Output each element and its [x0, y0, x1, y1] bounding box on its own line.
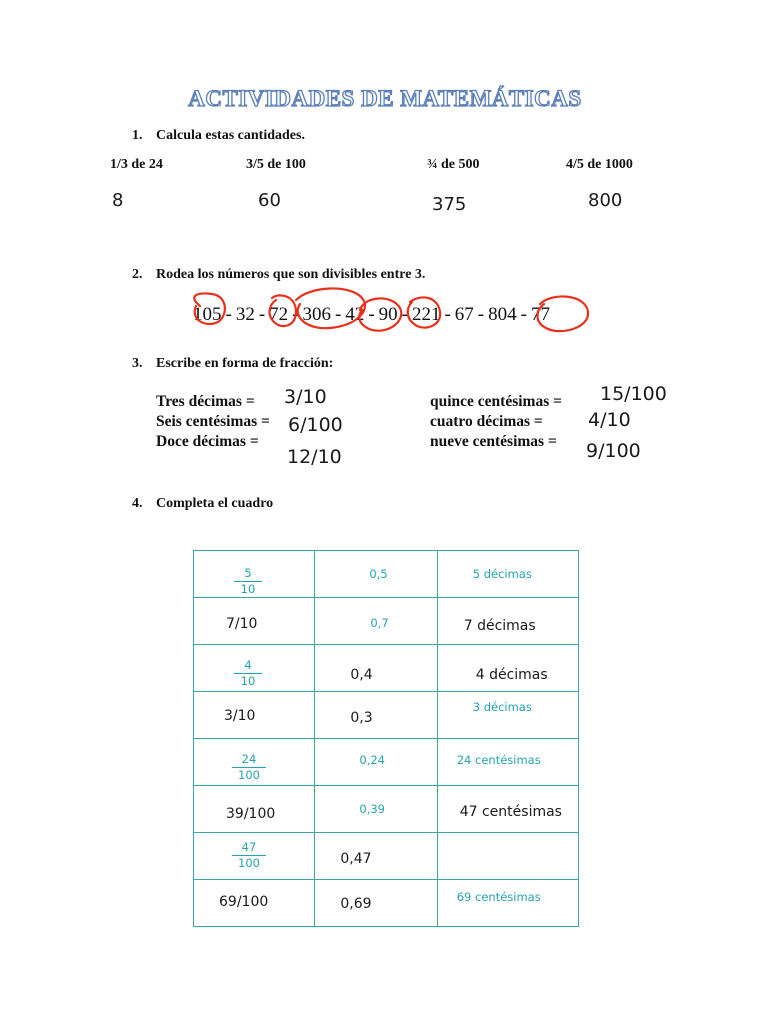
decimal-value: 0,24	[359, 753, 385, 767]
decimal-value: 0,39	[359, 802, 385, 816]
q1-label-1: 1/3 de 24	[110, 157, 163, 172]
decimal-cell	[315, 692, 437, 739]
words-cell	[437, 692, 578, 739]
words-cell	[437, 786, 578, 833]
fraction-cell	[194, 833, 315, 880]
fraction-cell	[194, 739, 315, 786]
decimal-value: 0,69	[340, 896, 372, 912]
q2-text: Rodea los números que son divisibles entre 3.	[156, 267, 426, 282]
words-value: 47 centésimas	[459, 804, 562, 820]
q1-label-3: ¾ de 500	[427, 157, 480, 172]
fraction-numerator: 24	[241, 752, 257, 766]
q3-label-left-1: Tres décimas =	[156, 393, 255, 410]
seq-number: 77	[530, 304, 550, 325]
q3-text: Escribe en forma de fracción:	[156, 356, 334, 371]
q3-label-right-3: nueve centésimas =	[430, 433, 557, 450]
q3-label-left-2: Seis centésimas =	[156, 413, 270, 430]
q3-answer-left-2: 6/100	[288, 414, 343, 436]
q3-answer-right-2: 4/10	[588, 409, 631, 431]
fraction-cell	[194, 645, 315, 692]
fraction-cell	[194, 786, 315, 833]
fraction-denominator: 100	[238, 856, 260, 870]
words-cell	[437, 645, 578, 692]
q1-heading	[132, 128, 305, 144]
decimal-cell	[315, 598, 437, 645]
q3-answer-left-1: 3/10	[284, 386, 327, 408]
fraction-value: 39/100	[226, 806, 276, 822]
q1-answer-3: 375	[432, 194, 467, 215]
fraction-value: 3/10	[224, 708, 256, 724]
words-cell	[437, 598, 578, 645]
words-value: 7 décimas	[463, 618, 536, 634]
fraction-cell	[194, 692, 315, 739]
decimal-value: 0,5	[369, 567, 388, 581]
words-value: 3 décimas	[472, 700, 532, 714]
decimal-cell	[315, 880, 437, 927]
fraction-cell	[194, 598, 315, 645]
seq-number: 306	[302, 304, 331, 325]
fraction-numerator: 4	[244, 658, 252, 672]
seq-number: 804	[488, 304, 517, 325]
printed-fraction	[234, 567, 262, 596]
q1-text: Calcula estas cantidades.	[156, 128, 305, 143]
printed-fraction	[232, 753, 266, 782]
table-row	[194, 880, 579, 927]
table-row	[194, 833, 579, 880]
fraction-numerator: 5	[244, 566, 252, 580]
words-cell	[437, 880, 578, 927]
table-row	[194, 598, 579, 645]
fraction-table	[193, 550, 579, 927]
decimal-cell	[315, 645, 437, 692]
words-value: 4 décimas	[475, 667, 548, 683]
fraction-denominator: 10	[240, 582, 256, 596]
number-sequence: 105 - 32 - 72 - 306 - 42 - 90 - 221 - 67 - 804 - 77	[193, 304, 550, 325]
fraction-value: 7/10	[226, 616, 258, 632]
decimal-cell	[315, 833, 437, 880]
table-row	[194, 786, 579, 833]
q1-answer-4: 800	[588, 190, 623, 211]
words-cell	[437, 739, 578, 786]
fraction-numerator: 47	[241, 840, 257, 854]
decimal-value: 0,3	[350, 710, 373, 726]
seq-number: 32	[235, 304, 255, 325]
q2-heading	[132, 267, 425, 283]
seq-number: 90	[378, 304, 398, 325]
decimal-value: 0,4	[350, 667, 373, 683]
q1-label-2: 3/5 de 100	[246, 157, 306, 172]
q3-number: 3.	[132, 356, 143, 371]
q4-heading	[132, 496, 273, 512]
fraction-cell	[194, 551, 315, 598]
q3-answer-right-3: 9/100	[586, 440, 641, 462]
seq-number: 72	[269, 304, 289, 325]
q1-answer-1: 8	[112, 190, 124, 211]
q3-answer-left-3: 12/10	[287, 446, 342, 468]
fraction-denominator: 100	[238, 768, 260, 782]
q3-heading	[132, 356, 333, 372]
q3-answer-right-1: 15/100	[600, 383, 667, 405]
seq-number: 42	[345, 304, 365, 325]
printed-fraction	[234, 659, 262, 688]
q1-answer-2: 60	[258, 190, 281, 211]
decimal-cell	[315, 551, 437, 598]
seq-number: 221	[411, 304, 441, 325]
words-value: 5 décimas	[472, 567, 532, 581]
words-cell	[437, 551, 578, 598]
printed-fraction	[232, 841, 266, 870]
decimal-cell	[315, 739, 437, 786]
words-cell	[437, 833, 578, 880]
decimal-cell	[315, 786, 437, 833]
q4-text: Completa el cuadro	[156, 496, 274, 511]
seq-number: 67	[454, 304, 474, 325]
fraction-value: 69/100	[219, 894, 269, 910]
page-title: ACTIVIDADES DE MATEMÁTICAS	[188, 86, 582, 111]
q1-label-4: 4/5 de 1000	[566, 157, 633, 172]
fraction-cell	[194, 880, 315, 927]
q3-label-left-3: Doce décimas =	[156, 433, 259, 450]
decimal-value: 0,47	[340, 851, 372, 867]
q2-number: 2.	[132, 267, 143, 282]
words-value: 24 centésimas	[456, 753, 541, 767]
table-row	[194, 551, 579, 598]
table-row	[194, 645, 579, 692]
words-value: 69 centésimas	[456, 890, 541, 904]
table-row	[194, 739, 579, 786]
q4-number: 4.	[132, 496, 143, 511]
q1-number: 1.	[132, 128, 143, 143]
fraction-denominator: 10	[240, 674, 256, 688]
seq-number: 105	[193, 304, 222, 325]
q3-label-right-1: quince centésimas =	[430, 393, 562, 410]
q3-label-right-2: cuatro décimas =	[430, 413, 543, 430]
table-row	[194, 692, 579, 739]
decimal-value: 0,7	[370, 616, 389, 630]
